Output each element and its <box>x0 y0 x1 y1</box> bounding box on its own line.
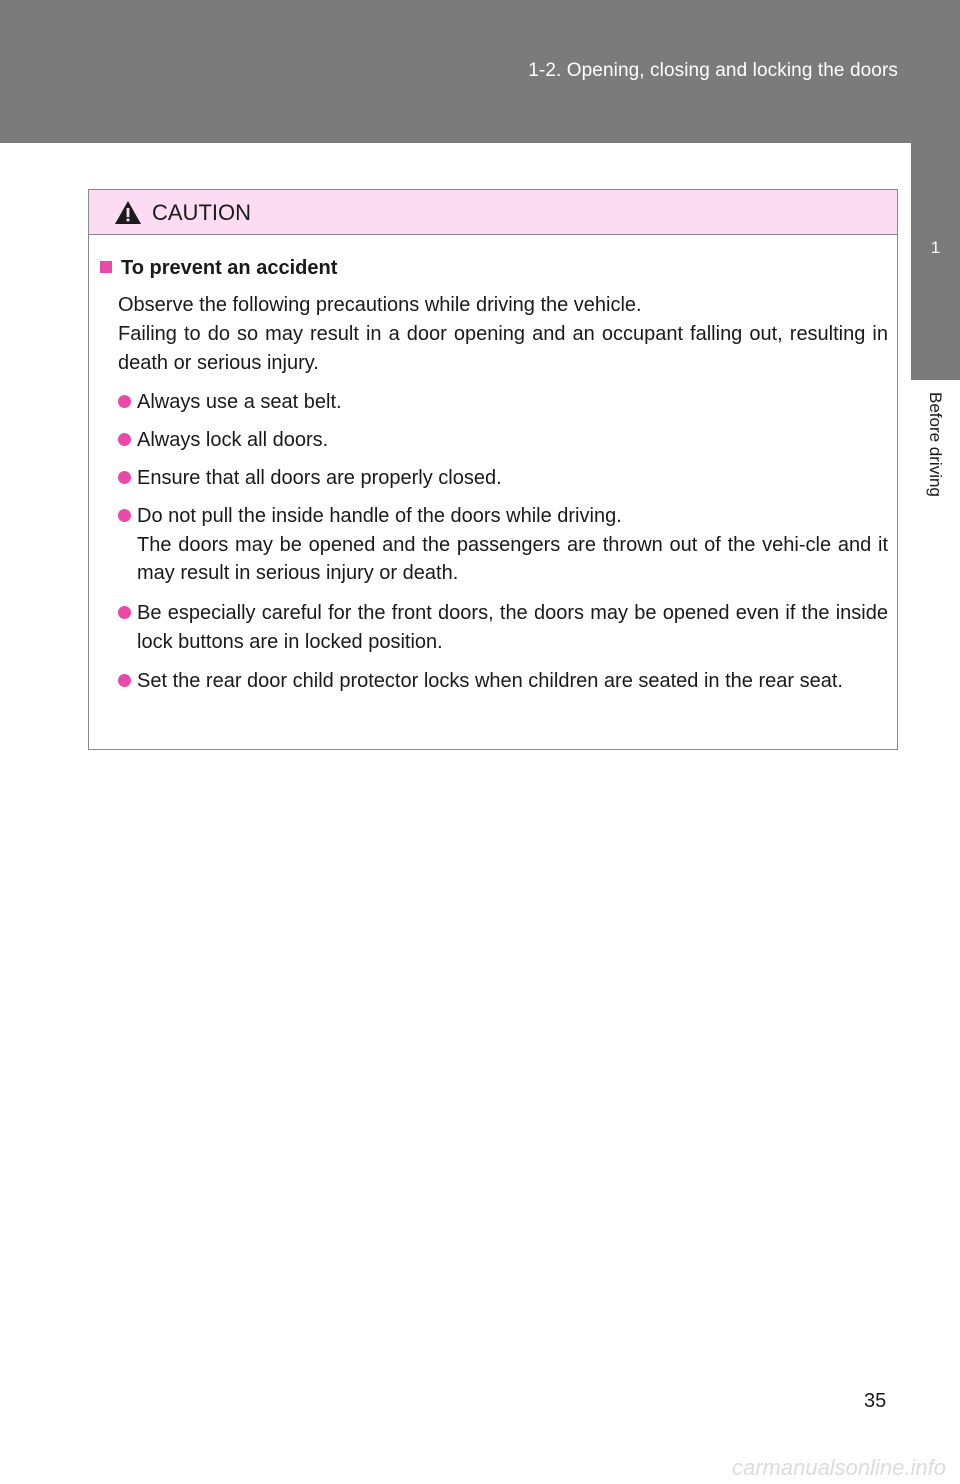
bullet-dot-icon <box>118 395 131 408</box>
list-item-text: Be especially careful for the front doors, the doors may be opened even if the inside lock buttons are in locked position. <box>137 602 888 653</box>
warning-triangle-icon <box>113 199 143 226</box>
list-item-text: Do not pull the inside handle of the doors while driving. <box>137 505 622 527</box>
watermark: carmanualsonline.info <box>731 1455 946 1480</box>
section-title: 1-2. Opening, closing and locking the doors <box>528 60 898 81</box>
bullet-dot-icon <box>118 606 131 619</box>
bullet-dot-icon <box>118 433 131 446</box>
list-item <box>118 667 888 696</box>
intro-line-1: Observe the following precautions while driving the vehicle. <box>118 294 642 316</box>
list-item <box>118 599 888 656</box>
bullet-dot-icon <box>118 509 131 522</box>
list-item <box>118 426 888 455</box>
square-bullet-icon <box>100 261 112 273</box>
bullet-dot-icon <box>118 471 131 484</box>
caution-section-title <box>100 257 337 280</box>
chapter-label-area <box>911 380 960 555</box>
list-item <box>118 502 888 588</box>
caution-box <box>88 189 898 750</box>
caution-label: CAUTION <box>152 200 251 225</box>
list-item <box>118 464 888 493</box>
header-band <box>0 0 960 143</box>
list-item-text: Set the rear door child protector locks when children are seated in the rear seat. <box>137 670 843 692</box>
bullet-dot-icon <box>118 674 131 687</box>
list-item-text: Always lock all doors. <box>137 429 329 451</box>
list-item <box>118 388 888 417</box>
caution-section-title-text: To prevent an accident <box>121 257 338 279</box>
intro-line-2: Failing to do so may result in a door opening and an occupant falling out, resulting in death or serious injury. <box>118 323 888 374</box>
chapter-label: Before driving <box>926 392 945 497</box>
list-item-detail: The doors may be opened and the passengers are thrown out of the vehi-cle and it may result in serious injury or death. <box>137 533 888 584</box>
list-item-text: Ensure that all doors are properly closed. <box>137 467 502 489</box>
chapter-number: 1 <box>930 238 941 257</box>
list-item-text: Always use a seat belt. <box>137 391 342 413</box>
page-number: 35 <box>864 1390 887 1412</box>
chapter-tab <box>911 143 960 380</box>
caution-header <box>89 190 897 235</box>
